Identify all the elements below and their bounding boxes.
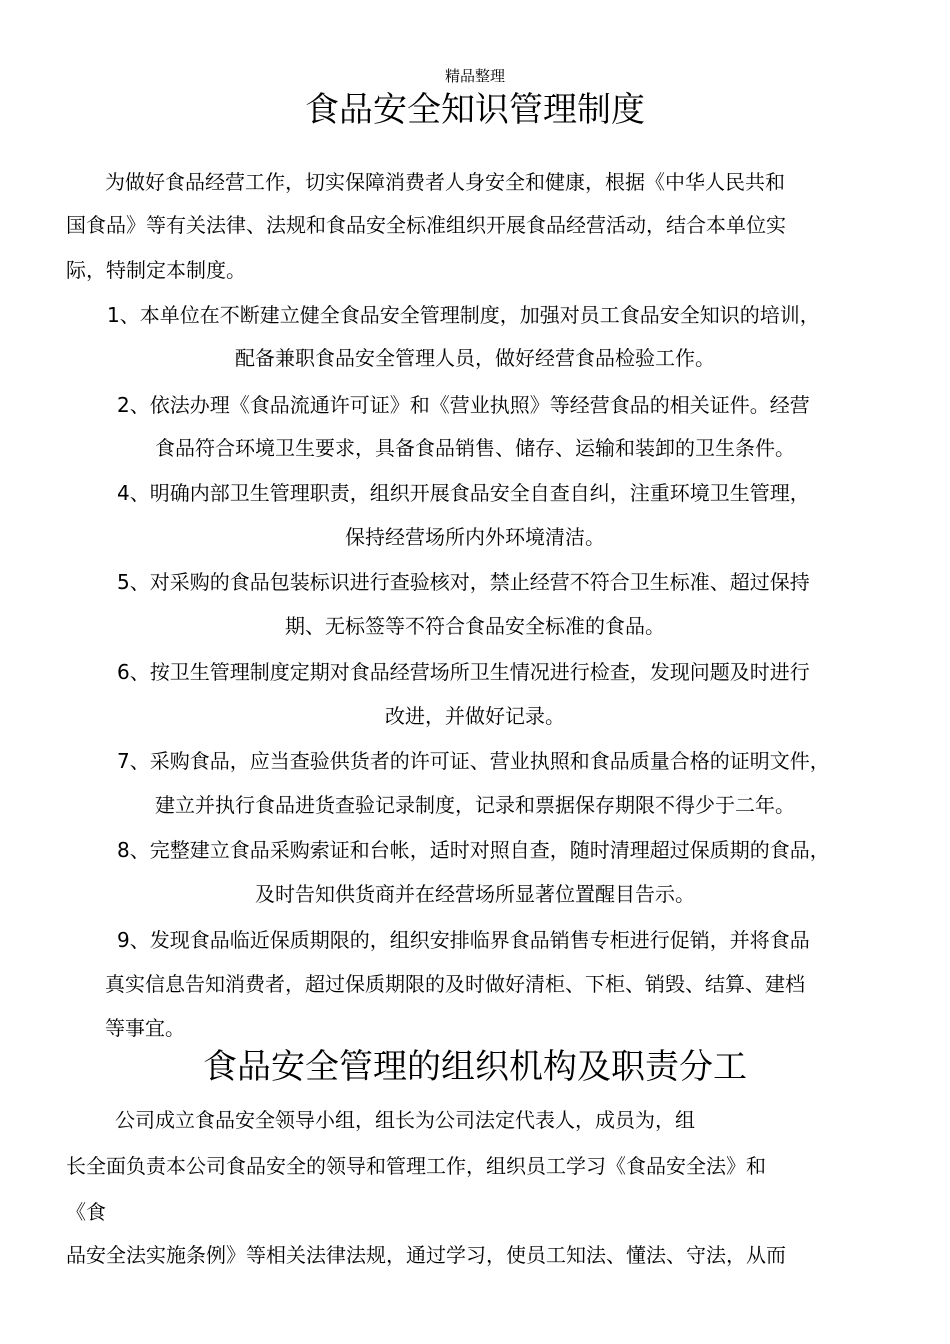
page-title: 食品安全知识管理制度 bbox=[305, 90, 645, 130]
section2-line-2: 长全面负责本公司食品安全的领导和管理工作，组织员工学习《食品安全法》和 bbox=[66, 1154, 766, 1178]
section2-line-4: 品安全法实施条例》等相关法律法规，通过学习，使员工知法、懂法、守法，从而 bbox=[66, 1243, 786, 1267]
item-1-line-1: 1、本单位在不断建立健全食品安全管理制度，加强对员工食品安全知识的培训， bbox=[107, 303, 820, 327]
item-8-line-2: 及时告知供货商并在经营场所显著位置醒目告示。 bbox=[255, 882, 695, 906]
item-2-line-1: 2、依法办理《食品流通许可证》和《营业执照》等经营食品的相关证件。经营 bbox=[117, 393, 810, 417]
item-9-line-1: 9、发现食品临近保质期限的，组织安排临界食品销售专柜进行促销，并将食品 bbox=[117, 928, 810, 952]
item-5-line-2: 期、无标签等不符合食品安全标准的食品。 bbox=[285, 614, 665, 638]
item-7-line-2: 建立并执行食品进货查验记录制度，记录和票据保存期限不得少于二年。 bbox=[155, 793, 795, 817]
section2-line-3: 《食 bbox=[66, 1200, 106, 1224]
intro-line-2: 国食品》等有关法律、法规和食品安全标准组织开展食品经营活动，结合本单位实 bbox=[66, 213, 786, 237]
item-5-line-1: 5、对采购的食品包装标识进行查验核对，禁止经营不符合卫生标准、超过保持 bbox=[117, 570, 810, 594]
item-4-line-1: 4、明确内部卫生管理职责，组织开展食品安全自查自纠，注重环境卫生管理， bbox=[117, 481, 810, 505]
item-8-line-1: 8、完整建立食品采购索证和台帐，适时对照自查，随时清理超过保质期的食品， bbox=[117, 838, 830, 862]
item-6-line-2: 改进，并做好记录。 bbox=[385, 704, 565, 728]
item-9-line-2: 真实信息告知消费者，超过保质期限的及时做好清柜、下柜、销毁、结算、建档 bbox=[105, 972, 805, 996]
item-1-line-2: 配备兼职食品安全管理人员，做好经营食品检验工作。 bbox=[235, 346, 715, 370]
intro-line-1: 为做好食品经营工作，切实保障消费者人身安全和健康，根据《中华人民共和 bbox=[105, 170, 785, 194]
header-mark: 精品整理 bbox=[444, 67, 505, 85]
section2-line-1: 公司成立食品安全领导小组，组长为公司法定代表人，成员为，组 bbox=[115, 1108, 695, 1132]
item-9-line-3: 等事宜。 bbox=[105, 1016, 185, 1040]
item-6-line-1: 6、按卫生管理制度定期对食品经营场所卫生情况进行检查，发现问题及时进行 bbox=[117, 660, 810, 684]
item-7-line-1: 7、采购食品，应当查验供货者的许可证、营业执照和食品质量合格的证明文件， bbox=[117, 749, 830, 773]
intro-line-3: 际，特制定本制度。 bbox=[66, 258, 246, 282]
item-4-line-2: 保持经营场所内外环境清洁。 bbox=[345, 525, 605, 549]
item-2-line-2: 食品符合环境卫生要求，具备食品销售、储存、运输和装卸的卫生条件。 bbox=[155, 436, 795, 460]
section-title: 食品安全管理的组织机构及职责分工 bbox=[203, 1047, 747, 1087]
